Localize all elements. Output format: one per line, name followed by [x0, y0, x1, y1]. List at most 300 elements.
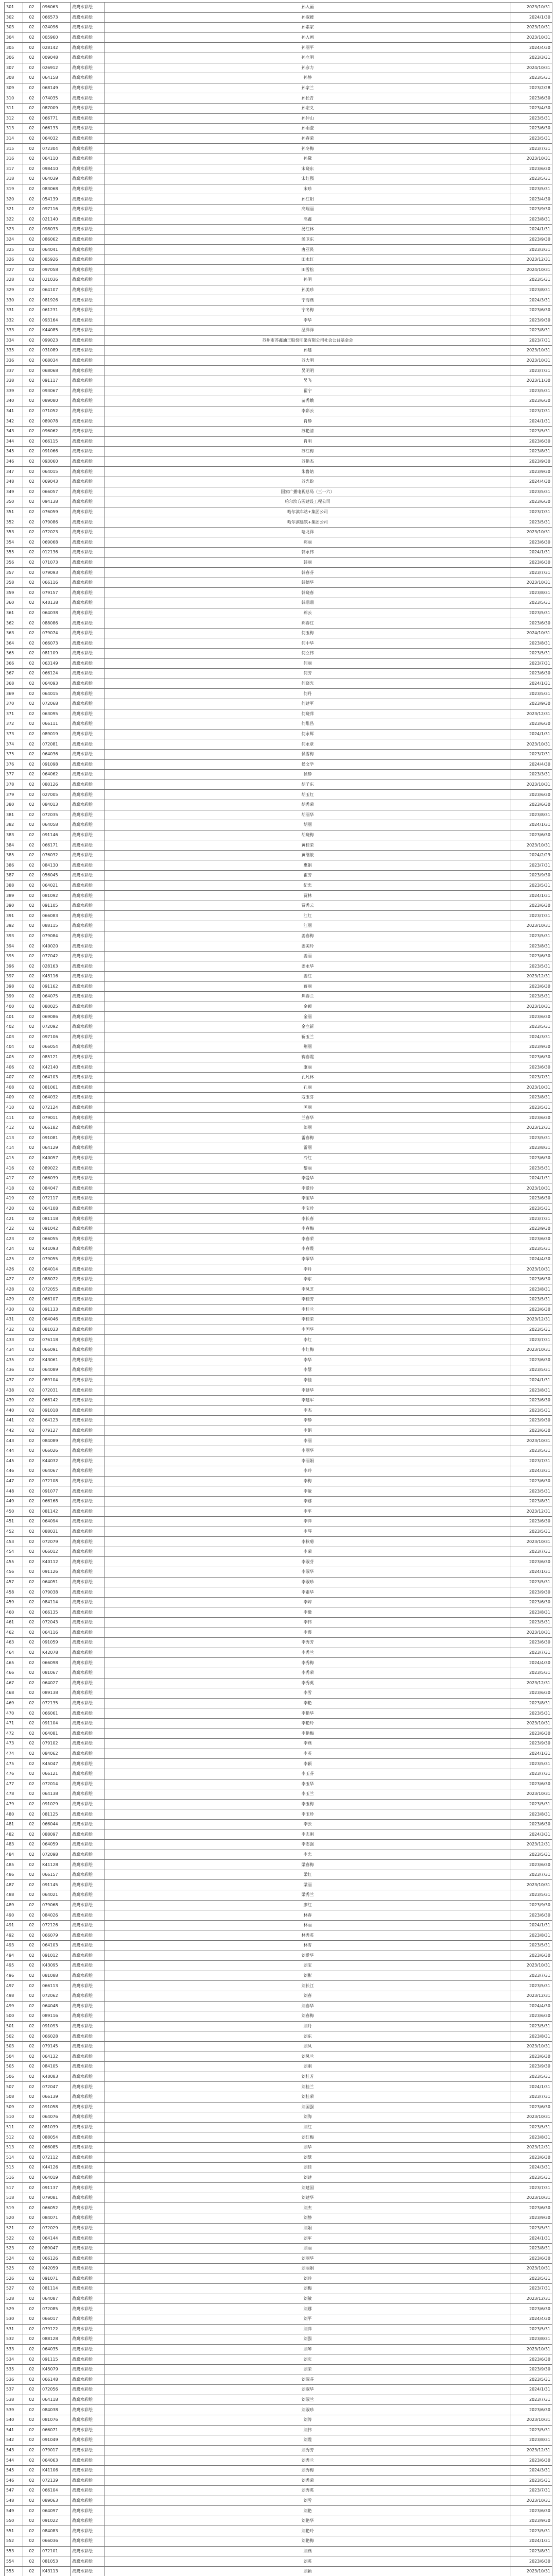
record-code-cell: 084038 [41, 2405, 71, 2415]
date-cell: 2023/4/30 [511, 103, 552, 113]
record-code-cell: K45079 [41, 2364, 71, 2375]
table-row [5, 2223, 552, 2233]
table-row [5, 2375, 552, 2385]
record-code-cell: 089116 [41, 2011, 71, 2022]
row-index-cell: 353 [5, 527, 23, 537]
table-row [5, 3, 552, 13]
row-index-cell: 308 [5, 73, 23, 83]
name-cell: 刘建华 [105, 2193, 511, 2203]
name-cell: 刘梅 [105, 2284, 511, 2294]
row-index-cell: 546 [5, 2476, 23, 2486]
record-code-cell: 066055 [41, 1234, 71, 1244]
name-cell: 惠娟 [105, 860, 511, 871]
row-index-cell: 367 [5, 669, 23, 679]
date-cell: 2024/4/30 [511, 1254, 552, 1264]
name-cell: 郎丽 [105, 1123, 511, 1133]
category-cell: 战鹰水彩绘 [71, 871, 105, 881]
table-row [5, 2476, 552, 2486]
row-index-cell: 462 [5, 1628, 23, 1638]
record-code-cell: 064058 [41, 820, 71, 831]
record-code-cell: 072304 [41, 144, 71, 154]
table-row [5, 1345, 552, 1355]
row-index-cell: 479 [5, 1799, 23, 1809]
table-row [5, 1688, 552, 1699]
row-index-cell: 523 [5, 2243, 23, 2253]
row-index-cell: 442 [5, 1426, 23, 1436]
record-code-cell: 079084 [41, 931, 71, 941]
date-cell: 2023/6/30 [511, 951, 552, 961]
group-code-cell: 02 [23, 810, 41, 820]
name-cell: 苏艳清 [105, 426, 511, 436]
record-code-cell: 091077 [41, 1486, 71, 1497]
date-cell: 2023/7/31 [511, 658, 552, 669]
name-cell: 刘丽娟 [105, 2264, 511, 2274]
record-code-cell: 064067 [41, 1466, 71, 1477]
row-index-cell: 326 [5, 255, 23, 265]
table-row [5, 2041, 552, 2052]
group-code-cell: 02 [23, 1466, 41, 1477]
group-code-cell: 02 [23, 1042, 41, 1053]
name-cell: 匡丽 [105, 1103, 511, 1113]
group-code-cell: 02 [23, 103, 41, 113]
category-cell: 战鹰水彩绘 [71, 860, 105, 871]
record-code-cell: 066121 [41, 1769, 71, 1779]
category-cell: 战鹰水彩绘 [71, 951, 105, 961]
name-cell: 金颖 [105, 1002, 511, 1012]
date-cell: 2023/10/31 [511, 1628, 552, 1638]
group-code-cell: 02 [23, 820, 41, 831]
name-cell: 刘淑芬 [105, 2375, 511, 2385]
row-index-cell: 325 [5, 245, 23, 255]
group-code-cell: 02 [23, 1628, 41, 1638]
name-cell: 李艳梅 [105, 1728, 511, 1739]
row-index-cell: 391 [5, 911, 23, 921]
name-cell: 李艳玲 [105, 1718, 511, 1728]
name-cell: 宁冬梅 [105, 305, 511, 315]
date-cell: 2023/5/31 [511, 1022, 552, 1032]
row-index-cell: 536 [5, 2375, 23, 2385]
name-cell: 梁红 [105, 1870, 511, 1880]
date-cell: 2023/10/31 [511, 2415, 552, 2425]
group-code-cell: 02 [23, 1607, 41, 1618]
date-cell: 2023/7/31 [511, 144, 552, 154]
category-cell: 战鹰水彩绘 [71, 1214, 105, 1224]
category-cell: 战鹰水彩绘 [71, 891, 105, 901]
group-code-cell: 02 [23, 2405, 41, 2415]
name-cell: 李丹 [105, 1264, 511, 1275]
category-cell: 战鹰水彩绘 [71, 2465, 105, 2476]
group-code-cell: 02 [23, 133, 41, 144]
table-row [5, 1769, 552, 1779]
record-code-cell: 091093 [41, 2021, 71, 2031]
name-cell: 刘伟 [105, 2425, 511, 2435]
date-cell: 2024/1/31 [511, 2536, 552, 2547]
row-index-cell: 505 [5, 2062, 23, 2072]
group-code-cell: 02 [23, 93, 41, 104]
row-index-cell: 504 [5, 2052, 23, 2062]
category-cell: 战鹰水彩绘 [71, 1244, 105, 1255]
record-code-cell: 072098 [41, 1850, 71, 1860]
category-cell: 战鹰水彩绘 [71, 2243, 105, 2253]
record-code-cell: 064039 [41, 174, 71, 184]
name-cell: 李红 [105, 1335, 511, 1345]
table-row [5, 2183, 552, 2193]
date-cell: 2023/10/31 [511, 154, 552, 164]
row-index-cell: 544 [5, 2455, 23, 2466]
category-cell: 战鹰水彩绘 [71, 992, 105, 1002]
table-row [5, 507, 552, 517]
date-cell: 2023/8/31 [511, 1496, 552, 1506]
table-row [5, 2253, 552, 2264]
date-cell: 2023/10/31 [511, 32, 552, 43]
category-cell: 战鹰水彩绘 [71, 1395, 105, 1405]
group-code-cell: 02 [23, 1416, 41, 1426]
date-cell: 2024/1/31 [511, 2233, 552, 2244]
category-cell: 战鹰水彩绘 [71, 830, 105, 840]
name-cell: 刘霞 [105, 2435, 511, 2446]
date-cell: 2023/5/31 [511, 184, 552, 194]
group-code-cell: 02 [23, 43, 41, 53]
row-index-cell: 553 [5, 2546, 23, 2556]
category-cell: 战鹰水彩绘 [71, 548, 105, 558]
date-cell: 2023/7/31 [511, 335, 552, 346]
record-code-cell: 064038 [41, 608, 71, 618]
date-cell: 2023/8/31 [511, 2546, 552, 2556]
category-cell: 战鹰水彩绘 [71, 2334, 105, 2345]
category-cell: 战鹰水彩绘 [71, 931, 105, 941]
group-code-cell: 02 [23, 1789, 41, 1800]
row-index-cell: 433 [5, 1335, 23, 1345]
table-row [5, 2455, 552, 2466]
group-code-cell: 02 [23, 1638, 41, 1648]
date-cell: 2023/7/31 [511, 1648, 552, 1658]
date-cell: 2023/8/31 [511, 941, 552, 952]
name-cell: 鞠春霞 [105, 1052, 511, 1062]
record-code-cell: 079086 [41, 517, 71, 528]
category-cell: 战鹰水彩绘 [71, 1941, 105, 1951]
name-cell: 孙春荣 [105, 133, 511, 144]
table-row [5, 598, 552, 608]
date-cell: 2023/12/31 [511, 1678, 552, 1688]
group-code-cell: 02 [23, 1082, 41, 1093]
group-code-cell: 02 [23, 1658, 41, 1668]
category-cell: 战鹰水彩绘 [71, 1951, 105, 1961]
category-cell: 战鹰水彩绘 [71, 2425, 105, 2435]
category-cell: 战鹰水彩绘 [71, 749, 105, 759]
name-cell: 孙美珍 [105, 285, 511, 295]
group-code-cell: 02 [23, 376, 41, 386]
row-index-cell: 503 [5, 2041, 23, 2052]
record-code-cell: 088086 [41, 618, 71, 629]
row-index-cell: 320 [5, 194, 23, 205]
row-index-cell: 411 [5, 1113, 23, 1123]
table-row [5, 1567, 552, 1578]
name-cell: 刘建 [105, 2173, 511, 2183]
name-cell: 李娜 [105, 1496, 511, 1506]
category-cell: 战鹰水彩绘 [71, 2183, 105, 2193]
record-code-cell: 064019 [41, 2173, 71, 2183]
group-code-cell: 02 [23, 1012, 41, 1022]
row-index-cell: 322 [5, 214, 23, 225]
group-code-cell: 02 [23, 911, 41, 921]
name-cell: 孙素家 [105, 23, 511, 33]
date-cell: 2023/8/31 [511, 326, 552, 336]
date-cell: 2024/1/31 [511, 225, 552, 235]
table-row [5, 921, 552, 931]
group-code-cell: 02 [23, 2344, 41, 2354]
group-code-cell: 02 [23, 1264, 41, 1275]
group-code-cell: 02 [23, 2465, 41, 2476]
row-index-cell: 414 [5, 1143, 23, 1154]
table-row [5, 1032, 552, 1042]
group-code-cell: 02 [23, 790, 41, 800]
name-cell: 刘玲 [105, 2274, 511, 2284]
row-index-cell: 529 [5, 2304, 23, 2314]
table-row [5, 1779, 552, 1789]
category-cell: 战鹰水彩绘 [71, 467, 105, 477]
group-code-cell: 02 [23, 770, 41, 780]
record-code-cell: 079122 [41, 2324, 71, 2334]
date-cell: 2023/6/30 [511, 2253, 552, 2264]
name-cell: 刘秀英 [105, 2486, 511, 2496]
date-cell: 2023/12/31 [511, 255, 552, 265]
row-index-cell: 514 [5, 2153, 23, 2163]
row-index-cell: 470 [5, 1708, 23, 1719]
record-code-cell: 098033 [41, 225, 71, 235]
category-cell: 战鹰水彩绘 [71, 2142, 105, 2153]
name-cell: 李桂兰 [105, 1304, 511, 1315]
category-cell: 战鹰水彩绘 [71, 416, 105, 427]
row-index-cell: 415 [5, 1153, 23, 1163]
row-index-cell: 491 [5, 1920, 23, 1930]
record-code-cell: 012136 [41, 548, 71, 558]
group-code-cell: 02 [23, 366, 41, 376]
record-code-cell: 084130 [41, 860, 71, 871]
group-code-cell: 02 [23, 2122, 41, 2132]
table-row [5, 992, 552, 1002]
date-cell: 2023/6/30 [511, 2052, 552, 2062]
date-cell: 2023/10/31 [511, 840, 552, 851]
row-index-cell: 541 [5, 2425, 23, 2435]
record-code-cell: 064087 [41, 2294, 71, 2304]
group-code-cell: 02 [23, 800, 41, 810]
table-row [5, 194, 552, 205]
name-cell: 刘强 [105, 2334, 511, 2345]
category-cell: 战鹰水彩绘 [71, 2132, 105, 2143]
row-index-cell: 507 [5, 2082, 23, 2092]
category-cell: 战鹰水彩绘 [71, 1527, 105, 1537]
group-code-cell: 02 [23, 2082, 41, 2092]
group-code-cell: 02 [23, 1961, 41, 1971]
category-cell: 战鹰水彩绘 [71, 234, 105, 245]
group-code-cell: 02 [23, 557, 41, 568]
record-code-cell: 091018 [41, 1405, 71, 1416]
category-cell: 战鹰水彩绘 [71, 2405, 105, 2415]
group-code-cell: 02 [23, 467, 41, 477]
row-index-cell: 501 [5, 2021, 23, 2031]
group-code-cell: 02 [23, 628, 41, 638]
group-code-cell: 02 [23, 2021, 41, 2031]
record-code-cell: 066107 [41, 1295, 71, 1305]
group-code-cell: 02 [23, 729, 41, 739]
name-cell: 姜永华 [105, 961, 511, 972]
table-row [5, 133, 552, 144]
category-cell: 战鹰水彩绘 [71, 275, 105, 285]
name-cell: 黎丽 [105, 1163, 511, 1174]
category-cell: 战鹰水彩绘 [71, 618, 105, 629]
record-code-cell: 031089 [41, 346, 71, 356]
name-cell: 侯静 [105, 770, 511, 780]
row-index-cell: 509 [5, 2102, 23, 2112]
date-cell: 2023/6/30 [511, 497, 552, 507]
date-cell: 2023/6/30 [511, 1638, 552, 1648]
group-code-cell: 02 [23, 1456, 41, 1466]
name-cell: 刘军 [105, 2233, 511, 2244]
table-row [5, 1173, 552, 1183]
date-cell: 2023/6/30 [511, 669, 552, 679]
record-code-cell: 072014 [41, 1779, 71, 1789]
record-code-cell: 091162 [41, 981, 71, 992]
table-row [5, 2344, 552, 2354]
table-row [5, 2274, 552, 2284]
table-row [5, 1910, 552, 1921]
category-cell: 战鹰水彩绘 [71, 1466, 105, 1477]
table-row [5, 174, 552, 184]
group-code-cell: 02 [23, 1870, 41, 1880]
row-index-cell: 329 [5, 285, 23, 295]
name-cell: 李玉兰 [105, 1789, 511, 1800]
group-code-cell: 02 [23, 73, 41, 83]
category-cell: 战鹰水彩绘 [71, 1870, 105, 1880]
date-cell: 2023/5/31 [511, 880, 552, 891]
date-cell: 2024/1/31 [511, 416, 552, 427]
date-cell: 2023/6/30 [511, 1274, 552, 1284]
category-cell: 战鹰水彩绘 [71, 1405, 105, 1416]
record-code-cell: 088115 [41, 921, 71, 931]
date-cell: 2023/5/31 [511, 2375, 552, 2385]
table-row [5, 2243, 552, 2253]
name-cell: 李春霞 [105, 1244, 511, 1255]
row-index-cell: 400 [5, 1002, 23, 1012]
record-code-cell: 066012 [41, 1547, 71, 1557]
category-cell: 战鹰水彩绘 [71, 2516, 105, 2526]
row-index-cell: 450 [5, 1506, 23, 1517]
category-cell: 战鹰水彩绘 [71, 1628, 105, 1638]
row-index-cell: 500 [5, 2011, 23, 2022]
date-cell: 2023/5/31 [511, 1204, 552, 1214]
date-cell: 2023/6/30 [511, 1012, 552, 1022]
category-cell: 战鹰水彩绘 [71, 840, 105, 851]
category-cell: 战鹰水彩绘 [71, 1022, 105, 1032]
date-cell: 2023/5/31 [511, 1890, 552, 1901]
category-cell: 战鹰水彩绘 [71, 386, 105, 396]
category-cell: 战鹰水彩绘 [71, 1718, 105, 1728]
table-row [5, 1739, 552, 1749]
category-cell: 战鹰水彩绘 [71, 295, 105, 306]
category-cell: 战鹰水彩绘 [71, 1759, 105, 1769]
date-cell: 2023/9/30 [511, 204, 552, 214]
date-cell: 2023/5/31 [511, 1850, 552, 1860]
date-cell: 2023/9/30 [511, 1587, 552, 1598]
date-cell: 2023/5/31 [511, 1295, 552, 1305]
record-code-cell: 066017 [41, 2314, 71, 2324]
date-cell: 2023/7/31 [511, 507, 552, 517]
date-cell: 2023/8/31 [511, 447, 552, 457]
record-code-cell: K43113 [41, 2566, 71, 2576]
group-code-cell: 02 [23, 1103, 41, 1113]
record-code-cell: 071052 [41, 406, 71, 416]
name-cell: 温洋洋 [105, 326, 511, 336]
date-cell: 2023/12/31 [511, 2142, 552, 2153]
category-cell: 战鹰水彩绘 [71, 1486, 105, 1497]
category-cell: 战鹰水彩绘 [71, 1648, 105, 1658]
date-cell: 2023/5/31 [511, 1486, 552, 1497]
category-cell: 战鹰水彩绘 [71, 1638, 105, 1648]
group-code-cell: 02 [23, 2041, 41, 2052]
date-cell: 2023/5/31 [511, 2223, 552, 2233]
name-cell: 宋红强 [105, 174, 511, 184]
date-cell: 2024/1/31 [511, 1920, 552, 1930]
category-cell: 战鹰水彩绘 [71, 608, 105, 618]
category-cell: 战鹰水彩绘 [71, 2011, 105, 2022]
name-cell: 纪忠 [105, 880, 511, 891]
name-cell: 刘艳华 [105, 2516, 511, 2526]
group-code-cell: 02 [23, 992, 41, 1002]
name-cell: 何建军 [105, 699, 511, 709]
category-cell: 战鹰水彩绘 [71, 1274, 105, 1284]
date-cell: 2023/6/30 [511, 2153, 552, 2163]
group-code-cell: 02 [23, 255, 41, 265]
table-row [5, 1416, 552, 1426]
group-code-cell: 02 [23, 1284, 41, 1295]
date-cell: 2023/6/30 [511, 1355, 552, 1365]
record-code-cell: 066142 [41, 1395, 71, 1405]
record-code-cell: 028163 [41, 961, 71, 972]
date-cell: 2023/9/30 [511, 699, 552, 709]
row-index-cell: 468 [5, 1688, 23, 1699]
category-cell: 战鹰水彩绘 [71, 1597, 105, 1607]
table-row [5, 2445, 552, 2455]
row-index-cell: 355 [5, 548, 23, 558]
record-code-cell: 081926 [41, 295, 71, 306]
category-cell: 战鹰水彩绘 [71, 770, 105, 780]
row-index-cell: 408 [5, 1082, 23, 1093]
group-code-cell: 02 [23, 1194, 41, 1204]
row-index-cell: 394 [5, 941, 23, 952]
row-index-cell: 346 [5, 456, 23, 467]
table-row [5, 880, 552, 891]
record-code-cell: 066133 [41, 124, 71, 134]
category-cell: 战鹰水彩绘 [71, 2092, 105, 2102]
record-code-cell: K42140 [41, 1062, 71, 1073]
group-code-cell: 02 [23, 1597, 41, 1607]
name-cell: 刘桂芳 [105, 2072, 511, 2082]
record-code-cell: 066104 [41, 2486, 71, 2496]
record-code-cell: 064059 [41, 1840, 71, 1850]
table-row [5, 1103, 552, 1113]
group-code-cell: 02 [23, 860, 41, 871]
category-cell: 战鹰水彩绘 [71, 2062, 105, 2072]
name-cell: 宋晓东 [105, 164, 511, 174]
table-row [5, 396, 552, 406]
group-code-cell: 02 [23, 1779, 41, 1789]
date-cell: 2023/12/31 [511, 972, 552, 982]
name-cell: 何立伟 [105, 649, 511, 659]
category-cell: 战鹰水彩绘 [71, 2213, 105, 2224]
date-cell: 2023/6/30 [511, 1153, 552, 1163]
group-code-cell: 02 [23, 1032, 41, 1042]
category-cell: 战鹰水彩绘 [71, 2314, 105, 2324]
